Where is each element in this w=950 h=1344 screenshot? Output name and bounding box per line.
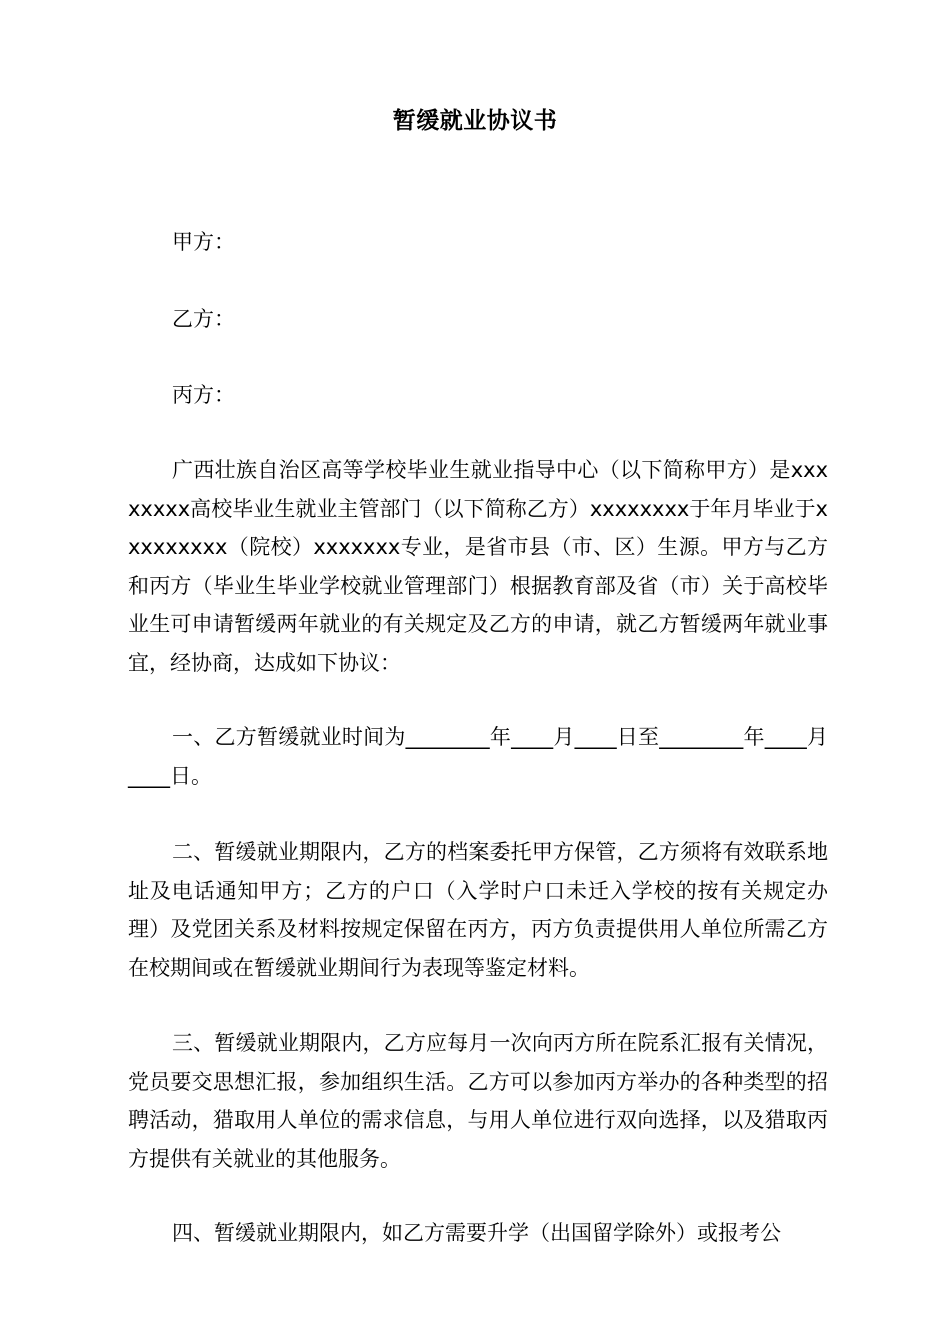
document-title: 暂缓就业协议书	[392, 108, 558, 134]
party-c-label: 丙方：	[172, 383, 235, 407]
party-a-label: 甲方：	[172, 230, 235, 254]
party-b-label: 乙方：	[172, 307, 235, 331]
clause-2-paragraph: 二、暂缓就业期限内，乙方的档案委托甲方保管，乙方须将有效联系地址及电话通知甲方；乙方的户口（入学时户口未迁入学校的按有关规定办理）及党团关系及材料按规定保留在丙方，丙方负责提供用人单位所需乙方在校期间或在暂缓就业期间行为表现等鉴定材料。	[128, 840, 828, 980]
clause-3-paragraph: 三、暂缓就业期限内，乙方应每月一次向丙方所在院系汇报有关情况，党员要交思想汇报，参加组织生活。乙方可以参加丙方举办的各种类型的招聘活动，猎取用人单位的需求信息，与用人单位进行双向选择，以及猎取丙方提供有关就业的其他服务。	[128, 1031, 828, 1171]
clause-4-paragraph: 四、暂缓就业期限内，如乙方需要升学（出国留学除外）或报考公	[172, 1221, 781, 1245]
intro-paragraph: 广西壮族自治区高等学校毕业生就业指导中心（以下简称甲方）是xxxxxxxx高校毕业生就业主管部门（以下简称乙方）xxxxxxxx于年月毕业于xxxxxxxxx（院校）xxxxxxx专业，是省市县（市、区）生源。甲方与乙方和丙方（毕业生毕业学校就业管理部门）根据教育部及省（市）关于高校毕业生可申请暂缓两年就业的有关规定及乙方的申请，就乙方暂缓两年就业事宜，经协商，达成如下协议：	[128, 458, 828, 675]
clause-1-paragraph: 一、乙方暂缓就业时间为________年____月____日至________年____月____日。	[128, 725, 828, 788]
